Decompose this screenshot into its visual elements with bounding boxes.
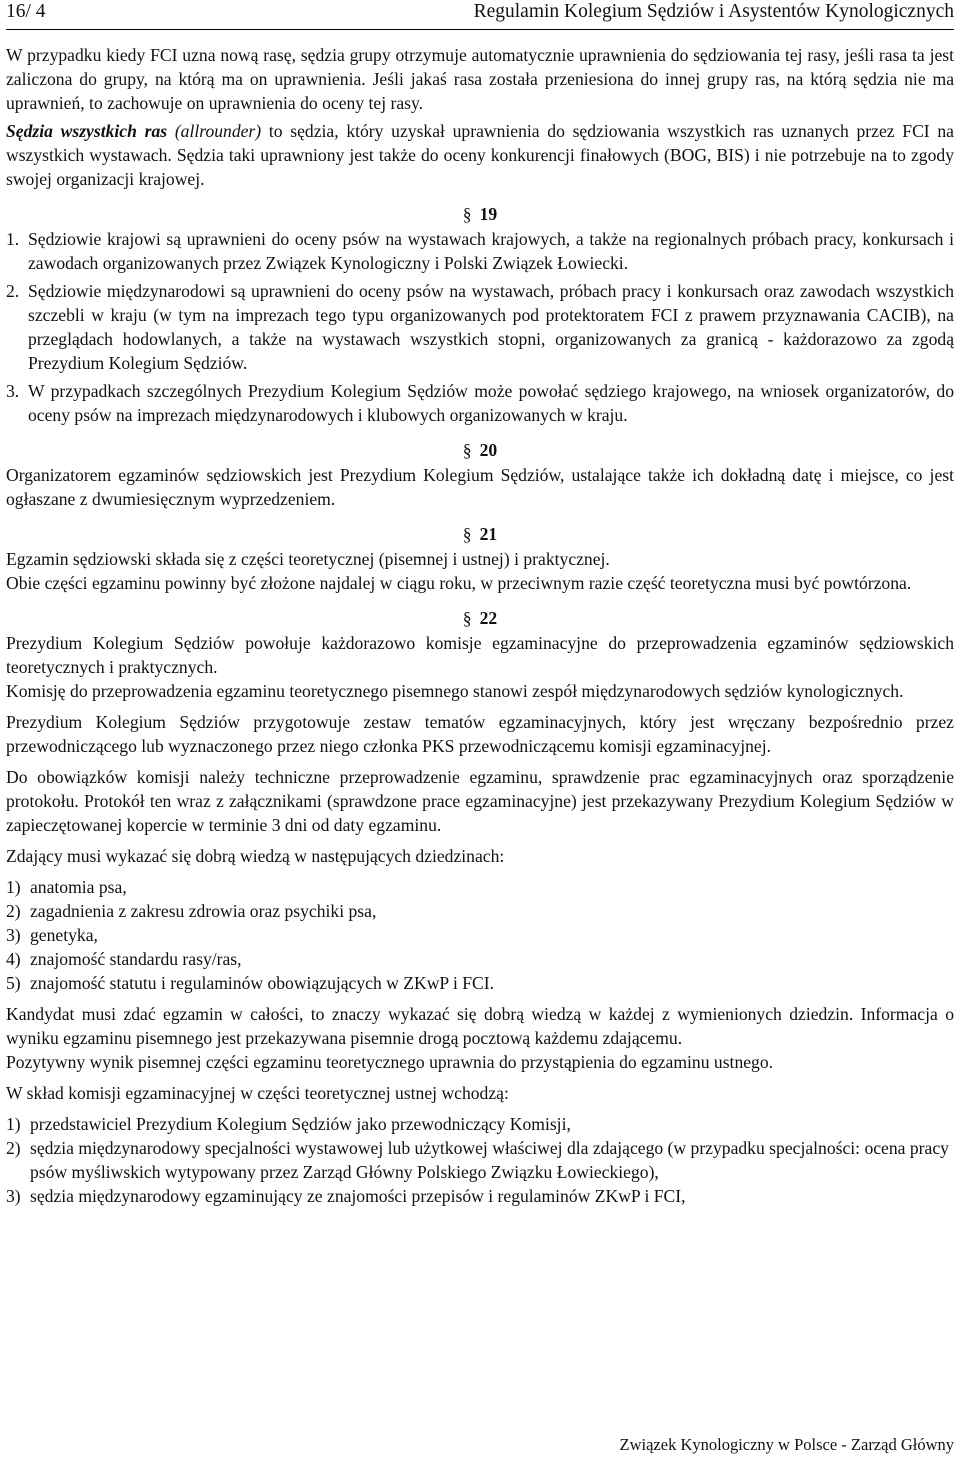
- paragraph-commission-duties: Do obowiązków komisji należy techniczne przeprowadzenie egzaminu, sprawdzenie prac egzaminacyjnych oraz sporządzenie protokołu. Protokół ten wraz z załącznikami (sprawdzone prace egzaminacyjne) jest przekazywany Prezydium Kolegium Sędziów w zapieczętowanej kopercie w terminie 3 dni od daty egzaminu.: [6, 767, 954, 835]
- section-heading-19: [6, 201, 954, 227]
- section-number: 21: [479, 524, 498, 544]
- oral-commission-members-list: [6, 1112, 954, 1208]
- item-text: anatomia psa,: [30, 877, 127, 897]
- item-text: zagadnienia z zakresu zdrowia oraz psychiki psa,: [30, 901, 377, 921]
- term-allrounder: (allrounder): [174, 121, 262, 141]
- paragraph-exam-parts: Egzamin sędziowski składa się z części teoretycznej (pisemnej i ustnej) i praktycznej.: [6, 549, 610, 569]
- item-number: 1.: [6, 229, 20, 249]
- paragraph-allrounder: [6, 119, 954, 191]
- list-item: [6, 923, 954, 947]
- paragraph-exam-organizer: Organizatorem egzaminów sędziowskich jest Prezydium Kolegium Sędziów, ustalające także ich dokładną datę i miejsce, co jest ogłaszane z dwumiesięcznym wyprzedzeniem.: [6, 465, 954, 509]
- item-text: przedstawiciel Prezydium Kolegium Sędziów jako przewodniczący Komisji,: [30, 1114, 571, 1134]
- section-heading-21: [6, 521, 954, 547]
- item-text: sędzia międzynarodowy egzaminujący ze znajomości przepisów i regulaminów ZKwP i FCI,: [30, 1186, 686, 1206]
- knowledge-areas-list: [6, 875, 954, 995]
- item-number: 3.: [6, 381, 20, 401]
- page-header: [6, 0, 954, 30]
- list-item: [6, 1184, 954, 1208]
- document-body: [6, 43, 954, 1208]
- list-item: [6, 379, 954, 427]
- paragraph-sign: §: [462, 204, 472, 224]
- paragraph-sign: §: [462, 440, 472, 460]
- item-text: Sędziowie krajowi są uprawnieni do oceny psów na wystawach krajowych, a także na regionalnych próbach pracy, konkursach i zawodach organizowanych przez Związek Kynologiczny i Polski Związek Łowiecki.: [28, 229, 954, 273]
- item-text: genetyka,: [30, 925, 98, 945]
- list-item: [6, 875, 954, 899]
- item-text: Sędziowie międzynarodowi są uprawnieni do oceny psów na wystawach, próbach pracy i konkursach oraz zawodach wszystkich szczebli w kraju (w tym na imprezach tego typu organizowanych pod protektoratem FCI z prawem przyznawania CACIB), na przeglądach hodowlanych, a także na wystawach wszystkich stopni, organizowanych za granicą - każdorazowo za zgodą Prezydium Kolegium Sędziów.: [28, 281, 954, 373]
- list-item: [6, 279, 954, 375]
- page-number: 16/ 4: [6, 1, 46, 22]
- item-text: sędzia międzynarodowy specjalności wystawowej lub użytkowej właściwej dla zdającego (w przypadku specjalności: ocena pracy psów myśliwskich wytypowany przez Zarząd Główny Polskiego Związku Łowieckiego),: [30, 1138, 949, 1182]
- section-number: 19: [479, 204, 498, 224]
- paragraph-commissions: Prezydium Kolegium Sędziów powołuje każdorazowo komisje egzaminacyjne do przeprowadzenia egzaminów sędziowskich teoretycznych i praktycznych.: [6, 633, 954, 677]
- paragraph-exam-deadline: Obie części egzaminu powinny być złożone najdalej w ciągu roku, w przeciwnym razie część teoretyczna musi być powtórzona.: [6, 573, 912, 593]
- item-number: 4): [6, 949, 21, 969]
- item-number: 3): [6, 925, 21, 945]
- paragraph-pass-requirement: Kandydat musi zdać egzamin w całości, to znaczy wykazać się dobrą wiedzą w każdej z wymienionych dziedzin. Informacja o wyniku egzaminu pisemnego jest przekazywana pisemnie drogą pocztową każdemu zdającemu.: [6, 1004, 954, 1048]
- paragraph-sign: §: [462, 524, 472, 544]
- paragraph-knowledge-areas: Zdający musi wykazać się dobrą wiedzą w następujących dziedzinach:: [6, 846, 505, 866]
- item-number: 2.: [6, 281, 20, 301]
- list-item: [6, 971, 954, 995]
- item-number: 2): [6, 1138, 21, 1158]
- list-item: [6, 227, 954, 275]
- section-number: 20: [479, 440, 498, 460]
- paragraph-exam-topics: Prezydium Kolegium Sędziów przygotowuje zestaw tematów egzaminacyjnych, który jest wręczany bezpośrednio przez przewodniczącego lub wyznaczonego przez niego członka PKS przewodniczącemu komisji egzaminacyjnej.: [6, 712, 954, 756]
- page-footer: Związek Kynologiczny w Polsce - Zarząd Główny: [619, 1435, 954, 1454]
- list-item: [6, 899, 954, 923]
- item-text: znajomość standardu rasy/ras,: [30, 949, 242, 969]
- list-item: [6, 947, 954, 971]
- document-title: Regulamin Kolegium Sędziów i Asystentów Kynologicznych: [473, 1, 954, 22]
- item-number: 5): [6, 973, 21, 993]
- section-number: 22: [479, 608, 498, 628]
- paragraph-written-commission: Komisję do przeprowadzenia egzaminu teoretycznego pisemnego stanowi zespół międzynarodowych sędziów kynologicznych.: [6, 681, 904, 701]
- item-number: 3): [6, 1186, 21, 1206]
- item-number: 1): [6, 877, 21, 897]
- term-allrounder-judge: Sędzia wszystkich ras: [6, 121, 168, 141]
- section-heading-22: [6, 605, 954, 631]
- section-heading-20: [6, 437, 954, 463]
- paragraph-oral-commission: W skład komisji egzaminacyjnej w części teoretycznej ustnej wchodzą:: [6, 1083, 509, 1103]
- paragraph-oral-admission: Pozytywny wynik pisemnej części egzaminu teoretycznego uprawnia do przystąpienia do egzaminu ustnego.: [6, 1052, 774, 1072]
- item-text: W przypadkach szczególnych Prezydium Kolegium Sędziów może powołać sędziego krajowego, na wniosek organizatorów, do oceny psów na imprezach międzynarodowych i klubowych organizowanych w kraju.: [28, 381, 954, 425]
- paragraph-new-breed: W przypadku kiedy FCI uzna nową rasę, sędzia grupy otrzymuje automatycznie uprawnienia do sędziowania tej rasy, jeśli rasa ta jest zaliczona do grupy, na którą ma on uprawnienia. Jeśli jakaś rasa została przeniesiona do innej grupy ras, na którą sędzia nie ma uprawnień, to zachowuje on uprawnienia do oceny tej rasy.: [6, 45, 954, 113]
- list-item: [6, 1136, 954, 1184]
- paragraph-sign: §: [462, 608, 472, 628]
- item-text: znajomość statutu i regulaminów obowiązujących w ZKwP i FCI.: [30, 973, 495, 993]
- list-item: [6, 1112, 954, 1136]
- item-number: 1): [6, 1114, 21, 1134]
- allrounder-definition: to sędzia, który uzyskał uprawnienia do sędziowania wszystkich ras uznanych przez FCI na wszystkich wystawach. Sędzia taki uprawniony jest także do oceny konkurencji finałowych (BOG, BIS) i nie potrzebuje na to zgody swojej organizacji krajowej.: [6, 121, 954, 189]
- item-number: 2): [6, 901, 21, 921]
